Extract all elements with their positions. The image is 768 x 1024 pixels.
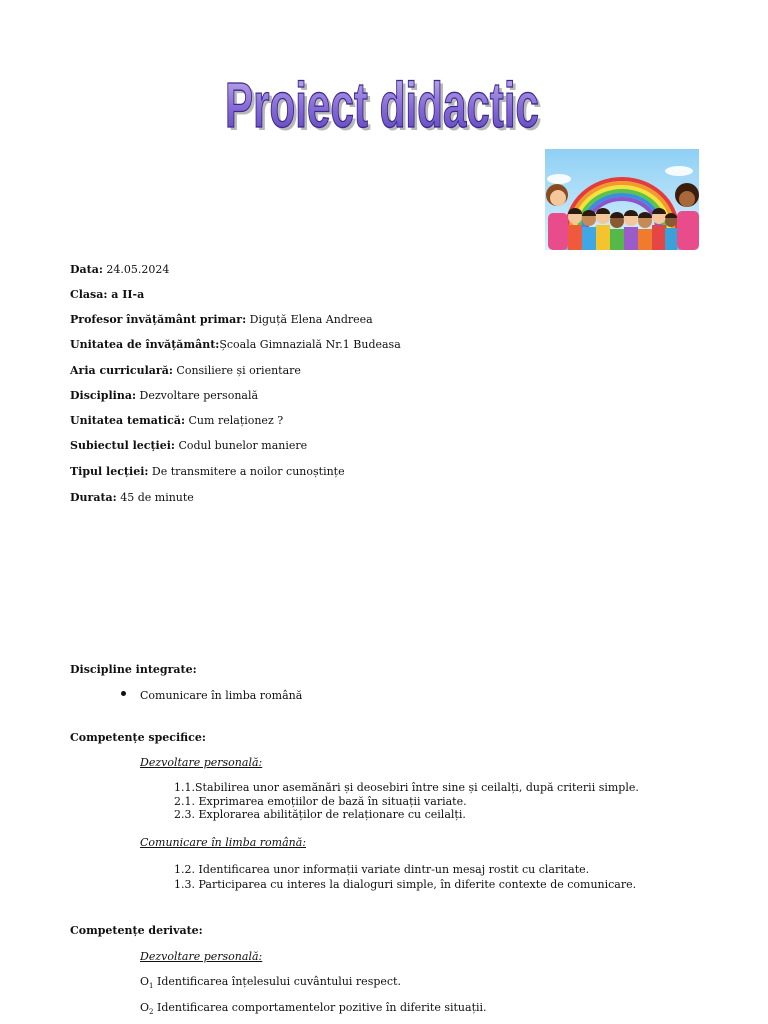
duration-line <box>70 491 194 505</box>
duration-label: Durata: <box>70 491 117 504</box>
type-label: Tipul lecției: <box>70 465 149 478</box>
area-line <box>70 364 301 378</box>
date-label: Data: <box>70 263 103 276</box>
area-label: Aria curriculară: <box>70 364 173 377</box>
discipline-value: Dezvoltare personală <box>136 389 259 402</box>
school-line <box>70 338 401 352</box>
specific-heading: Competențe specifice: <box>70 731 206 744</box>
objective-o2: $O_2$ Identificarea comportamentelor pozitive în diferite situații. <box>140 1001 487 1017</box>
specific-dp-item: 2.3. Explorarea abilităților de relaționare cu ceilalți. <box>174 808 466 821</box>
type-line <box>70 465 345 479</box>
unit-label: Unitatea tematică: <box>70 414 186 427</box>
rainbow-children-picture <box>545 149 699 250</box>
integrated-item: Comunicare în limba română <box>140 689 303 702</box>
teacher-label: Profesor învățământ primar: <box>70 313 247 326</box>
bullet-icon <box>121 691 126 696</box>
specific-clr-item: 1.3. Participarea cu interes la dialoguri simple, în diferite contexte de comunicare. <box>174 878 637 891</box>
specific-clr-heading: Comunicare în limba română: <box>140 836 307 849</box>
derived-dp-heading: Dezvoltare personală: <box>140 950 263 963</box>
specific-dp-heading: Dezvoltare personală: <box>140 756 263 769</box>
school-label: Unitatea de învățământ: <box>70 338 220 351</box>
unit-line <box>70 414 283 428</box>
type-value: De transmitere a noilor cunoștințe <box>148 465 345 478</box>
subject-value: Codul bunelor maniere <box>174 439 308 452</box>
title-text: Proiect didactic <box>225 69 539 141</box>
objective-o1: $O_1$ Identificarea înțelesului cuvântului respect. <box>140 975 401 991</box>
class-label: Clasa: a II-a <box>70 288 145 301</box>
discipline-line <box>70 389 258 403</box>
date-line <box>70 263 169 277</box>
teacher-value: Diguță Elena Andreea <box>246 313 373 326</box>
specific-clr-item: 1.2. Identificarea unor informații variate dintr-un mesaj rostit cu claritate. <box>174 863 590 876</box>
discipline-label: Disciplina: <box>70 389 137 402</box>
specific-dp-item: 1.1.Stabilirea unor asemănări și deosebiri între sine și ceilalți, după criterii simple. <box>174 781 639 794</box>
teacher-line <box>70 313 373 327</box>
area-value: Consiliere și orientare <box>172 364 301 377</box>
class-line <box>70 288 144 302</box>
duration-value: 45 de minute <box>116 491 194 504</box>
date-value: 24.05.2024 <box>102 263 170 276</box>
unit-value: Cum relaționez ? <box>185 414 284 427</box>
subject-label: Subiectul lecției: <box>70 439 175 452</box>
specific-dp-item: 2.1. Exprimarea emoțiilor de bază în situații variate. <box>174 795 467 808</box>
school-value: Școala Gimnazială Nr.1 Budeasa <box>219 338 401 351</box>
title-shadow: Proiect didactic <box>228 72 542 142</box>
subject-line <box>70 439 307 453</box>
integrated-heading: Discipline integrate: <box>70 663 197 676</box>
title-wordart <box>222 62 552 142</box>
derived-heading: Competențe derivate: <box>70 924 203 937</box>
